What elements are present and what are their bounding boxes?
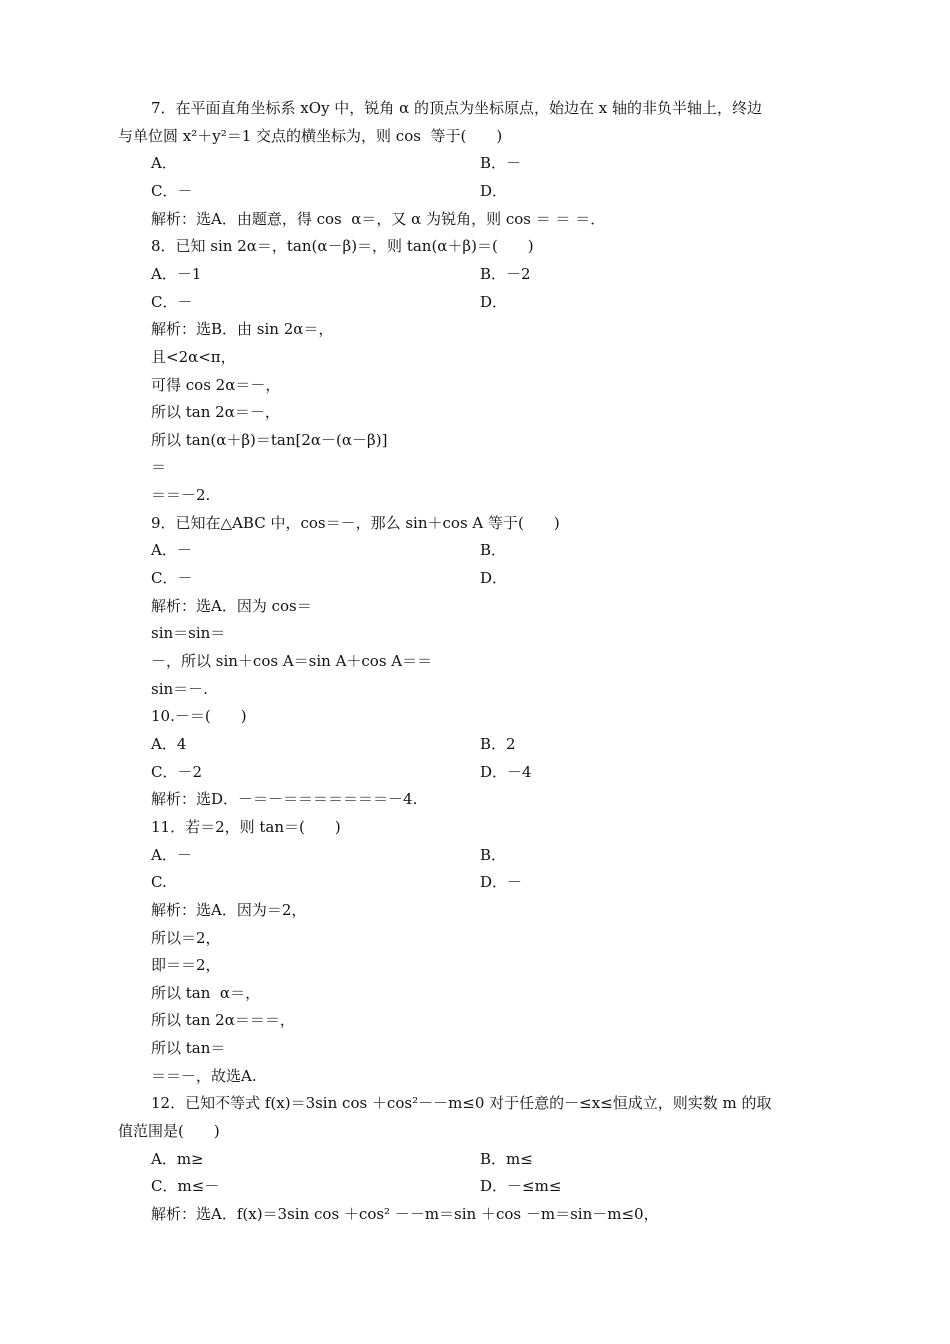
text-line: 可得 cos 2α＝－，	[151, 376, 281, 394]
answer-option: B．2	[480, 735, 516, 753]
text-line: 值范围是( )	[118, 1122, 220, 1140]
text-line: 7．在平面直角坐标系 xOy 中，锐角 α 的顶点为坐标原点，始边在 x 轴的非负半轴上，终边	[151, 99, 762, 117]
text-line: 解析：选A．由题意，得 cos α＝，又 α 为锐角，则 cos ＝ ＝ ＝．	[151, 210, 606, 228]
answer-option: C．－	[151, 293, 193, 311]
answer-option: D．－	[480, 873, 523, 891]
answer-option: A．－1	[151, 265, 202, 283]
text-line: ＝＝－，故选A.	[151, 1067, 257, 1085]
answer-option: A．	[151, 154, 177, 172]
answer-option: D．	[480, 569, 508, 587]
answer-option: B．m≤	[480, 1150, 533, 1168]
text-line: 解析：选B．由 sin 2α＝，	[151, 320, 334, 338]
answer-option: D．	[480, 293, 508, 311]
text-line: 所以 tan α＝，	[151, 984, 261, 1002]
text-line: 解析：选A．因为＝2，	[151, 901, 307, 919]
text-line: sin＝sin＝	[151, 624, 226, 642]
text-line: 所以 tan 2α＝－，	[151, 403, 280, 421]
text-line: ＝	[151, 458, 167, 476]
text-line: 10.－＝( )	[151, 707, 247, 725]
text-line: 所以 tan 2α＝＝＝，	[151, 1011, 295, 1029]
text-line: 8．已知 sin 2α＝，tan(α－β)＝，则 tan(α＋β)＝( )	[151, 237, 534, 255]
text-line: 解析：选A．因为 cos＝	[151, 597, 312, 615]
text-line: 所以 tan＝	[151, 1039, 226, 1057]
answer-option: D．－4	[480, 763, 532, 781]
answer-option: A．－	[151, 541, 192, 559]
text-line: －，所以 sin＋cos A＝sin A＋cos A＝＝	[151, 652, 433, 670]
text-line: 且<2α<π，	[151, 348, 236, 366]
answer-option: A．－	[151, 846, 192, 864]
text-line: ＝＝－2.	[151, 486, 211, 504]
answer-option: D．	[480, 182, 508, 200]
answer-option: B．	[480, 541, 507, 559]
answer-option: B．－2	[480, 265, 531, 283]
answer-option: D．－≤m≤	[480, 1177, 562, 1195]
text-line: 所以 tan(α＋β)＝tan[2α－(α－β)]	[151, 431, 388, 449]
answer-option: A．m≥	[151, 1150, 204, 1168]
answer-option: C．－	[151, 182, 193, 200]
answer-option: C.	[151, 873, 167, 891]
text-line: 12．已知不等式 f(x)＝3sin cos ＋cos²－－m≤0 对于任意的－≤x≤恒成立，则实数 m 的取	[151, 1094, 772, 1112]
text-line: 解析：选D．－＝－＝＝＝＝＝＝＝－4.	[151, 790, 418, 808]
answer-option: C．－	[151, 569, 193, 587]
answer-option: A．4	[151, 735, 187, 753]
answer-option: C．m≤－	[151, 1177, 220, 1195]
text-line: 解析：选A．f(x)＝3sin cos ＋cos² －－m＝sin ＋cos －m＝sin－m≤0，	[151, 1205, 659, 1223]
text-line: 所以＝2，	[151, 929, 221, 947]
text-line: 9．已知在△ABC 中，cos＝－，那么 sin＋cos A 等于( )	[151, 514, 560, 532]
text-line: 11．若＝2，则 tan＝( )	[151, 818, 341, 836]
answer-option: B．－	[480, 154, 522, 172]
text-line: sin＝－.	[151, 680, 208, 698]
text-line: 即＝＝2，	[151, 956, 221, 974]
text-line: 与单位圆 x²＋y²＝1 交点的横坐标为，则 cos 等于( )	[118, 127, 503, 145]
answer-option: C．－2	[151, 763, 203, 781]
answer-option: B．	[480, 846, 507, 864]
